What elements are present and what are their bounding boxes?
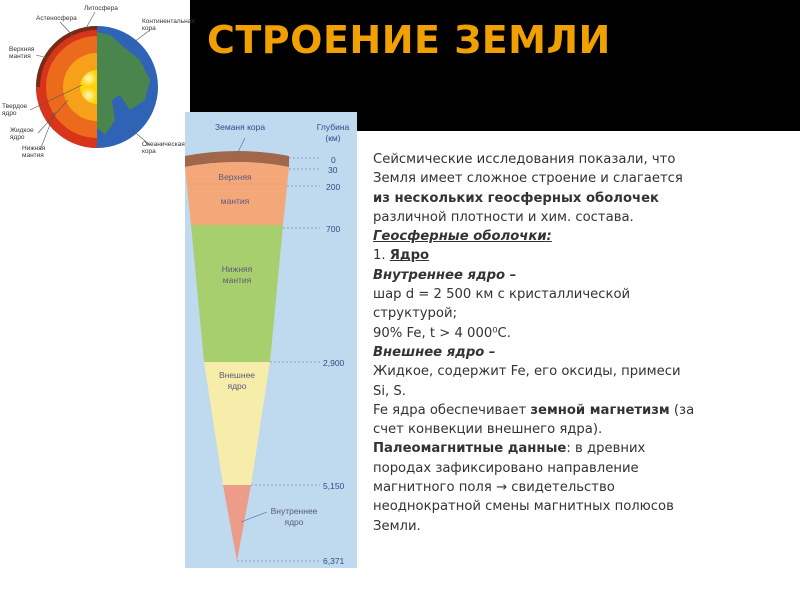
earth-cross-section [185,112,357,568]
upper-mantle-label-2: мантия [220,196,250,206]
text-line-magnetism [373,401,783,420]
lower-mantle-label-2: мантия [222,275,252,285]
inner-core-label-2: ядро [284,517,304,527]
label-asthenosphere: Астеносфера [36,15,77,22]
section-heading: Геосферные оболочки: [373,229,552,245]
inner-core-heading: Внутреннее ядро – [373,267,517,283]
text-line: Si, S. [373,383,406,399]
text-span: Fe ядра обеспечивает [373,402,531,418]
label-lithosphere: Литосфера [84,5,118,12]
text-line: породах зафиксировано направление [373,460,639,476]
text-line-paleo [373,439,783,458]
inner-core-label-1: Внутреннее [270,506,318,516]
depth-200: 200 [326,182,341,192]
text-line: Земли. [373,518,421,534]
outer-core-heading: Внешнее ядро – [373,344,496,360]
text-line: Жидкое, содержит Fe, его оксиды, примеси [373,364,681,380]
text-line: Сейсмические исследования показали, что [373,152,676,167]
text-line: различной плотности и хим. состава. [373,209,634,225]
text-span: (за [669,402,695,418]
text-span: : в древних [566,441,646,457]
depth-30: 30 [328,165,338,175]
upper-mantle-label-1: Верхняя [218,172,252,182]
text-line-core [373,246,783,265]
depth-2900: 2,900 [323,358,345,368]
text-line: Земля имеет сложное строение и слагается [373,171,683,187]
paleomagnetic-term: Палеомагнитные данные [373,441,567,457]
list-number: 1. [373,248,390,264]
depth-header-1: Глубина [316,122,350,132]
depth-header-2: (км) [325,133,341,143]
label-lower-mantle: Нижняя мантия [22,145,46,159]
globe-illustration [0,0,195,160]
label-continental-crust: Континентальная кора [142,18,195,32]
cross-section-svg [185,112,357,568]
text-line: шар d = 2 500 км с кристаллической [373,287,631,303]
lower-mantle-label-1: Нижняя [221,264,253,274]
body-text [373,150,783,536]
label-solid-core: Твердое ядро [2,103,28,117]
layer-lower-mantle [191,225,283,362]
layer-inner-core [223,485,251,561]
crust-label: Земаня кора [215,122,266,132]
text-line: неоднократной смены магнитных полюсов [373,499,674,515]
text-line-bold: из нескольких геосферных оболочек [373,190,659,206]
depth-700: 700 [326,224,341,234]
depth-0: 0 [331,155,336,165]
depth-5150: 5,150 [323,481,345,491]
outer-core-label-1: Внешнее [218,370,256,380]
label-liquid-core: Жидкое ядро [10,127,34,141]
label-upper-mantle: Верхняя мантия [9,46,35,60]
text-line: 90% Fe, t > 4 000⁰С. [373,325,511,341]
depth-6371: 6,371 [323,556,345,566]
text-line: счет конвекции внешнего ядра). [373,422,603,438]
text-line: структурой; [373,306,458,322]
text-line: магнитного поля → свидетельство [373,480,615,496]
label-oceanic-crust: Океаническая кора [142,141,185,155]
slide-title: СТРОЕНИЕ ЗЕМЛИ [207,18,611,62]
outer-core-label-2: ядро [227,381,247,391]
core-heading: Ядро [389,248,430,264]
magnetism-term: земной магнетизм [530,402,670,418]
